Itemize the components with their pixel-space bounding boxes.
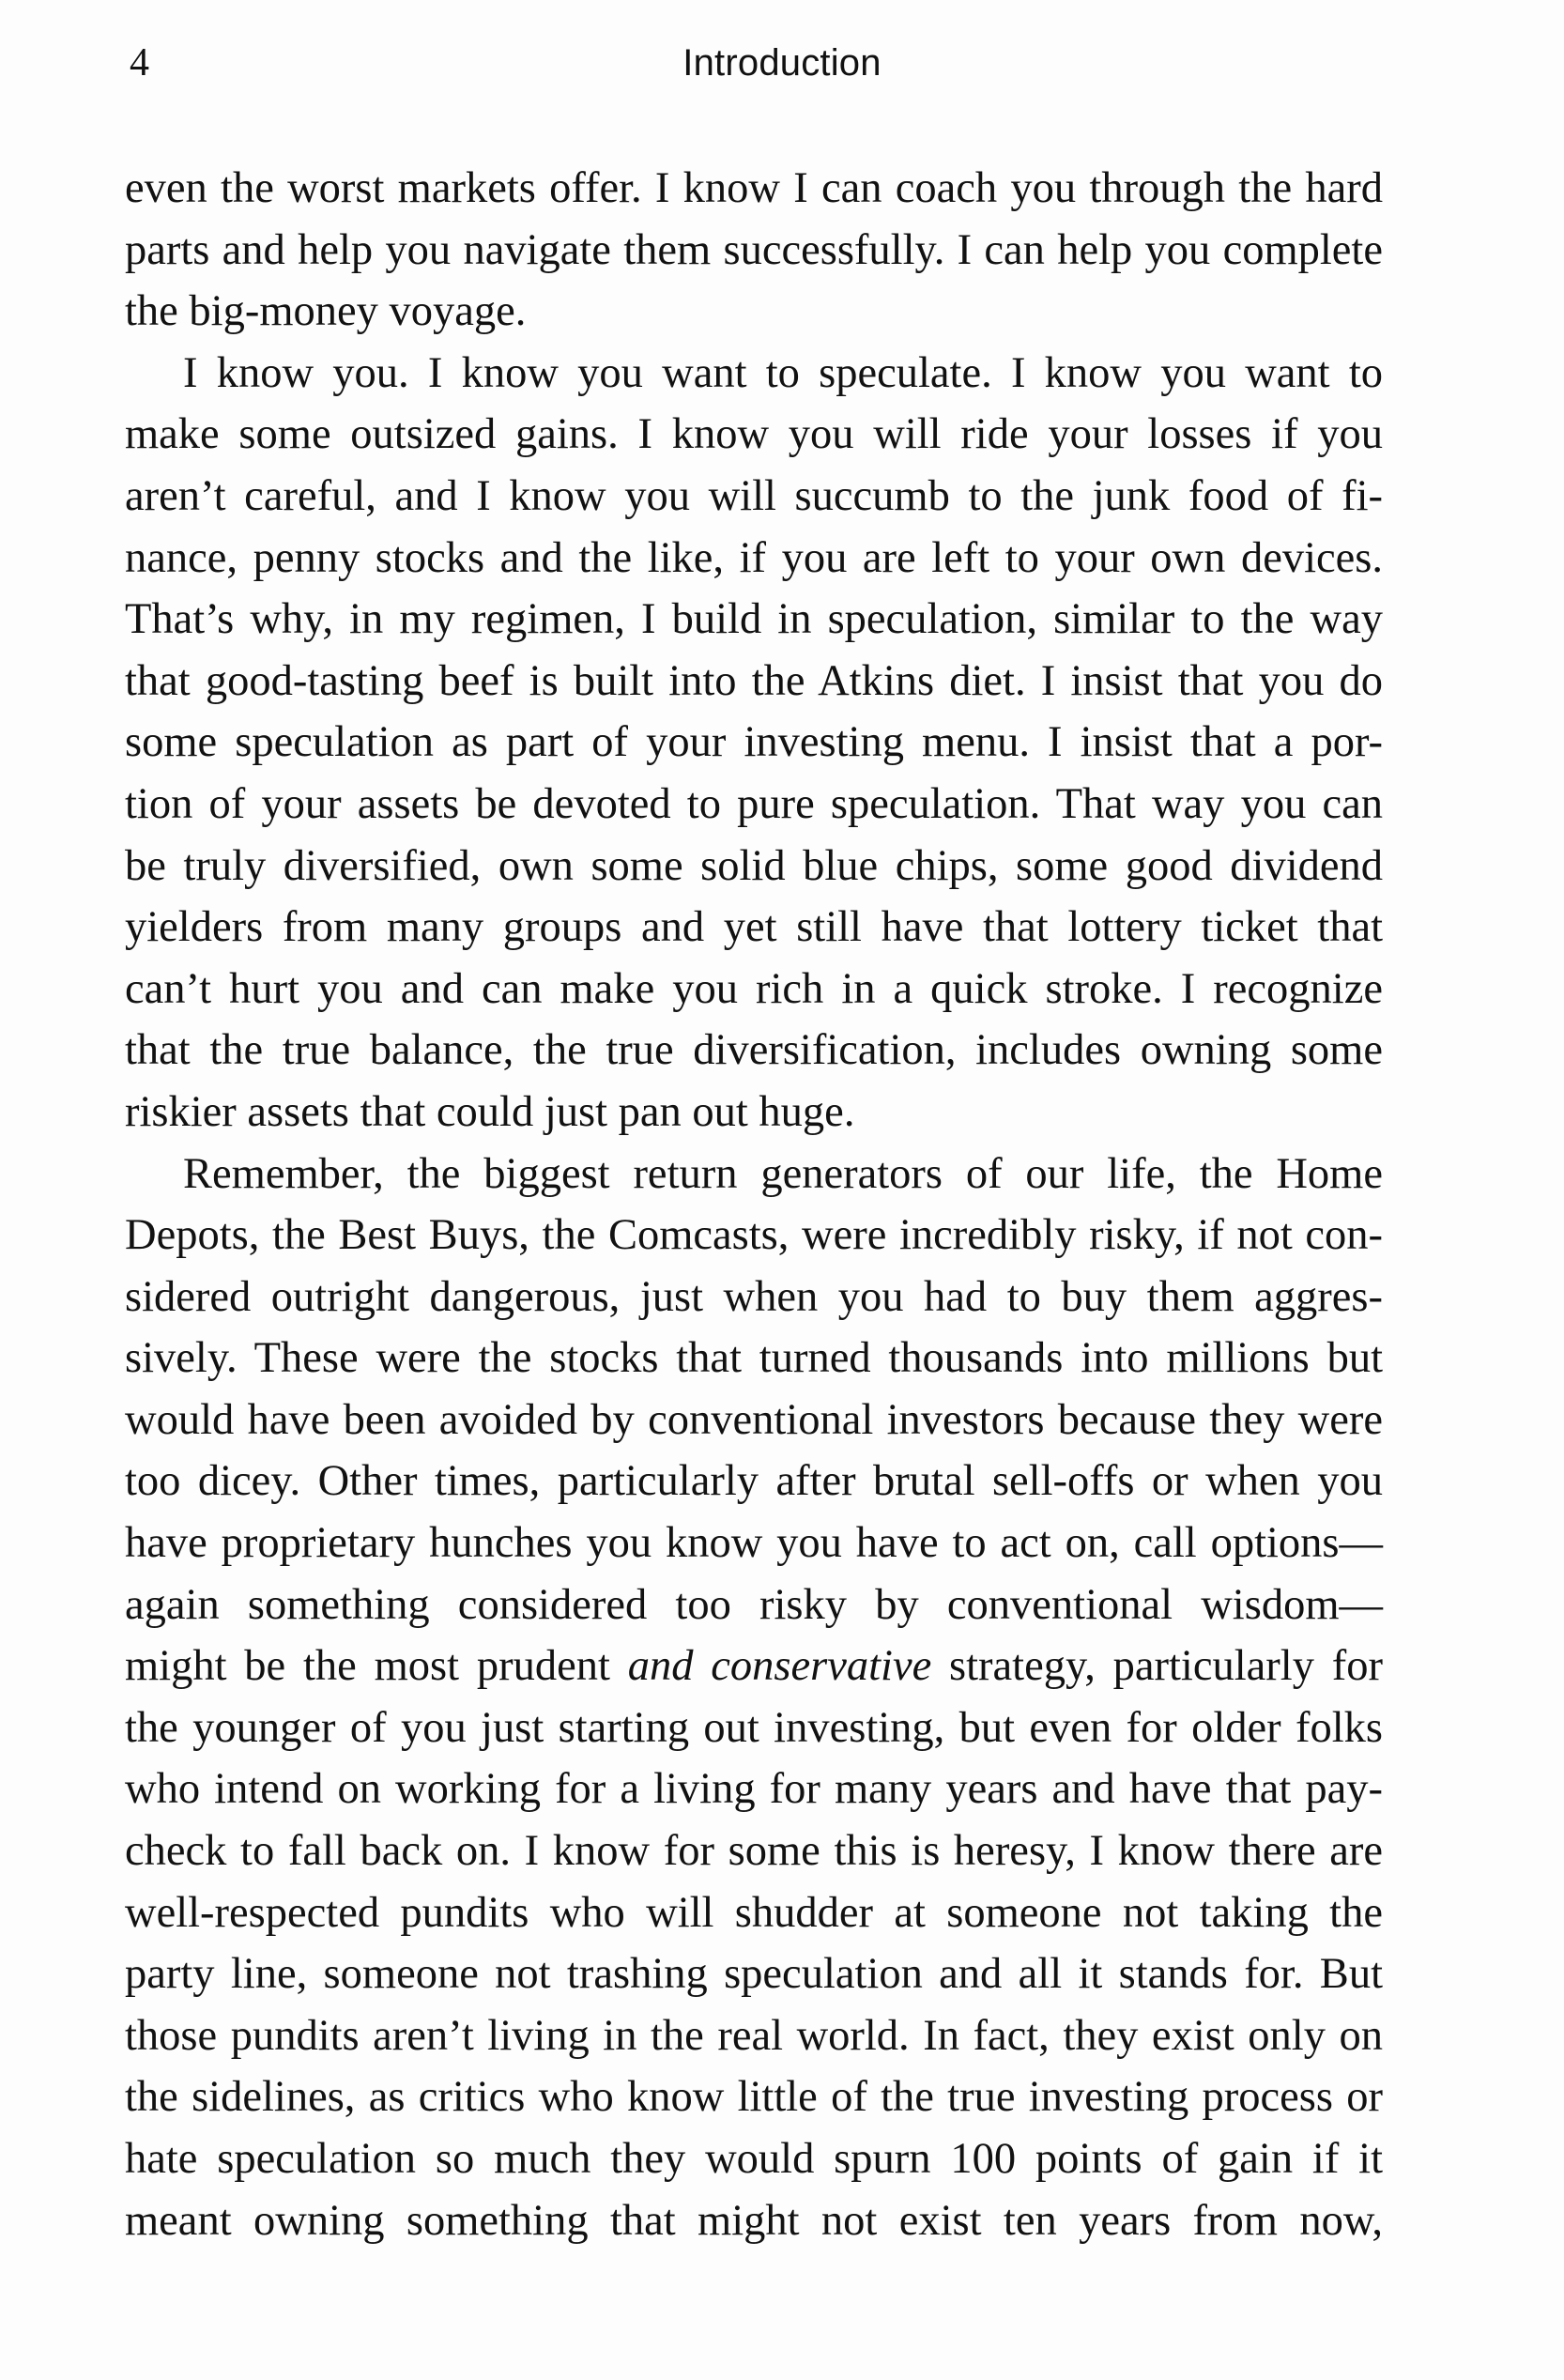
text-line: aren’t careful, and I know you will succumb to the junk food of fi-: [125, 471, 1383, 520]
text-line: sidered outright dangerous, just when you had to buy them aggres-: [125, 1272, 1383, 1321]
text-line: the big-money voyage.: [125, 287, 527, 336]
text-line: parts and help you navigate them successfully. I can help you complete: [125, 225, 1383, 274]
text-line: too dicey. Other times, particularly after brutal sell-offs or when you: [125, 1457, 1383, 1506]
text-line: have proprietary hunches you know you have to act on, call options—: [125, 1519, 1383, 1568]
text-line: those pundits aren’t living in the real world. In fact, they exist only on: [125, 2011, 1383, 2060]
text-line: sively. These were the stocks that turned thousands into millions but: [125, 1334, 1383, 1383]
text-line: that the true balance, the true diversification, includes owning some: [125, 1026, 1383, 1075]
text-line: hate speculation so much they would spurn 100 points of gain if it: [125, 2135, 1383, 2183]
text-line: yielders from many groups and yet still have that lottery ticket that: [125, 903, 1383, 952]
text-line: party line, someone not trashing speculation and all it stands for. But: [125, 1950, 1383, 1999]
text-fragment: strategy, particularly for: [931, 1642, 1383, 1691]
text-line: that good-tasting beef is built into the Atkins diet. I insist that you do: [125, 656, 1383, 705]
text-line: some speculation as part of your investing menu. I insist that a por-: [125, 718, 1383, 767]
text-line: the sidelines, as critics who know little of the true investing process or: [125, 2073, 1383, 2122]
italic-emphasis: and conservative: [627, 1642, 932, 1691]
text-line: even the worst markets offer. I know I can coach you through the hard: [125, 164, 1383, 212]
text-line: nance, penny stocks and the like, if you are left to your own devices.: [125, 533, 1383, 582]
text-line: be truly diversified, own some solid blue chips, some good dividend: [125, 841, 1383, 890]
text-line: make some outsized gains. I know you will ride your losses if you: [125, 410, 1383, 459]
text-line: can’t hurt you and can make you rich in a quick stroke. I recognize: [125, 964, 1383, 1013]
running-head: [0, 39, 1564, 86]
text-line: the younger of you just starting out investing, but even for older folks: [125, 1703, 1383, 1752]
text-line: riskier assets that could just pan out huge.: [125, 1087, 855, 1136]
paragraph-first-line: I know you. I know you want to speculate. I know you want to: [183, 348, 1383, 397]
text-line: well-respected pundits who will shudder at someone not taking the: [125, 1888, 1383, 1937]
text-line: again something considered too risky by conventional wisdom—: [125, 1580, 1383, 1629]
text-line: Depots, the Best Buys, the Comcasts, were incredibly risky, if not con-: [125, 1211, 1383, 1260]
text-line: meant owning something that might not exist ten years from now,: [125, 2196, 1383, 2245]
text-fragment: might be the most prudent: [125, 1642, 628, 1691]
body-text: [125, 158, 1383, 2251]
chapter-title: Introduction: [682, 42, 882, 84]
text-line: who intend on working for a living for many years and have that pay-: [125, 1765, 1383, 1814]
text-line: would have been avoided by conventional investors because they were: [125, 1395, 1383, 1444]
paragraph-first-line: Remember, the biggest return generators of our life, the Home: [183, 1149, 1383, 1198]
text-line: That’s why, in my regimen, I build in speculation, similar to the way: [125, 595, 1383, 644]
page-number: 4: [130, 41, 149, 84]
text-line-with-emphasis: [125, 1635, 1383, 1697]
text-line: check to fall back on. I know for some this is heresy, I know there are: [125, 1827, 1383, 1876]
text-line: tion of your assets be devoted to pure speculation. That way you can: [125, 779, 1383, 828]
